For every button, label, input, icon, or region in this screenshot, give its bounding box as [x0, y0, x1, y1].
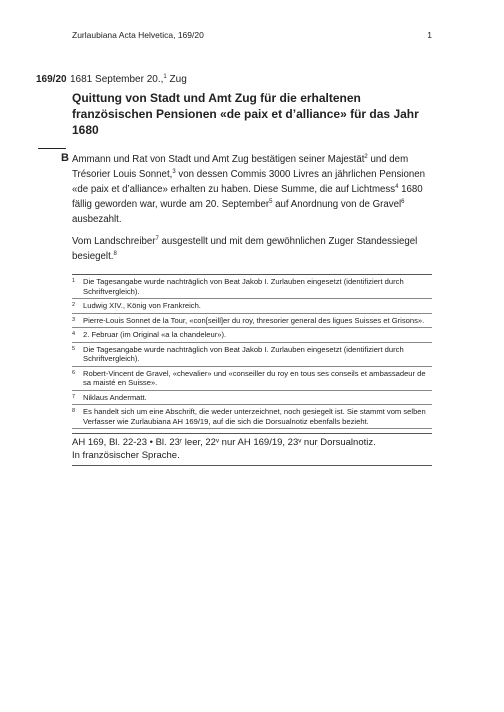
- footnote-ref[interactable]: 1: [163, 74, 167, 80]
- language-note: In französischer Sprache.: [72, 450, 180, 461]
- footnote-mark: 8: [72, 408, 76, 414]
- footnote-text: Niklaus Andermatt.: [83, 392, 147, 402]
- footnote-mark: 6: [72, 369, 76, 376]
- page-number: 1: [427, 30, 432, 40]
- footnote-item: [72, 367, 432, 391]
- text-run: ausbezahlt.: [72, 214, 122, 225]
- footnote-ref[interactable]: 7: [155, 236, 159, 242]
- text-run: und dem Trésorier Louis Sonnet,: [72, 154, 409, 180]
- footnote-text: Robert-Vincent de Gravel, «chevalier» und «conseiller du roy en tous ses conseils et ambassadeur de sa maisté en Suisse».: [83, 368, 426, 387]
- text-run: auf Anordnung von de Gravel: [272, 199, 402, 210]
- footnote-ref[interactable]: 3: [172, 169, 176, 175]
- footnote-mark: 4: [72, 331, 76, 337]
- footnote-ref[interactable]: 5: [269, 199, 273, 205]
- footnote-item: [72, 405, 432, 429]
- text-run: von dessen Commis 3000 Livres an jährlichen Pensionen «de paix et d’alliance» erhalten zu haben. Diese Summe, die auf Lichtmess: [72, 169, 426, 195]
- footnote-mark: 3: [72, 316, 76, 323]
- text-run: Ammann und Rat von Stadt und Amt Zug bestätigen seiner Majestät: [72, 154, 365, 165]
- regest-paragraph-2: [72, 234, 432, 264]
- footnote-item: [72, 275, 432, 299]
- footnotes: [72, 274, 432, 429]
- footnote-item: [72, 343, 432, 367]
- entry-place: Zug: [166, 74, 187, 85]
- entry-number: 169/20: [36, 74, 67, 85]
- footnote-text: Pierre-Louis Sonnet de la Tour, «con[seill]er du roy, thresorier general des ligues Suisses et Grisons».: [83, 315, 425, 325]
- footnote-ref[interactable]: 2: [364, 154, 368, 160]
- entry-date: 1681 September 20.,: [70, 74, 164, 85]
- source-line: AH 169, Bl. 22-23 • Bl. 23ʳ leer, 22ᵛ nur AH 169/19, 23ᵛ nur Dorsualnotiz.: [72, 437, 376, 448]
- section-marker: B: [61, 152, 69, 164]
- footnote-text: 2. Februar (im Original «a la chandeleur»).: [83, 330, 227, 339]
- footnote-mark: 5: [72, 345, 76, 352]
- text-run: Vom Landschreiber: [72, 236, 156, 247]
- footnote-text: Die Tagesangabe wurde nachträglich von Beat Jakob I. Zurlauben eingesetzt (identifiziert durch Schriftvergleich).: [83, 344, 404, 363]
- footnote-item: [72, 299, 432, 314]
- text-run: 1680 fällig geworden war, wurde am 20. September: [72, 184, 423, 210]
- footnote-item: [72, 391, 432, 406]
- footnote-ref[interactable]: 6: [401, 199, 405, 205]
- footnote-text: Ludwig XIV., König von Frankreich.: [83, 301, 201, 310]
- footnote-text: Es handelt sich um eine Abschrift, die weder unterzeichnet, noch gesiegelt ist. Sie stammt vom selben Verfasser wie Zurlaubiana AH 169/19, auf die sich die Dorsualnotiz ebenfalls bezieht.: [83, 407, 426, 426]
- footnote-ref[interactable]: 8: [113, 251, 117, 257]
- footnote-item: [72, 314, 432, 329]
- footnote-item: [72, 328, 432, 343]
- source-note: [72, 433, 432, 466]
- regest-paragraph-1: [72, 152, 432, 227]
- footnote-mark: 7: [72, 393, 76, 400]
- regest-body: [72, 152, 432, 271]
- running-head: Zurlaubiana Acta Helvetica, 169/20: [72, 30, 204, 40]
- entry-heading: [36, 74, 436, 85]
- footnote-ref[interactable]: 4: [395, 184, 399, 190]
- footnote-text: Die Tagesangabe wurde nachträglich von Beat Jakob I. Zurlauben eingesetzt (identifiziert durch Schriftvergleich).: [83, 277, 404, 296]
- footnote-mark: 2: [72, 302, 76, 308]
- text-run: ausgestellt und mit dem gewöhnlichen Zuger Standessiegel besiegelt.: [72, 236, 418, 262]
- footnote-mark: 1: [72, 278, 76, 284]
- document-title: Quittung von Stadt und Amt Zug für die erhaltenen französischen Pensionen «de paix et d’alliance» für das Jahr 1680: [72, 91, 419, 137]
- section-rule: [38, 148, 66, 149]
